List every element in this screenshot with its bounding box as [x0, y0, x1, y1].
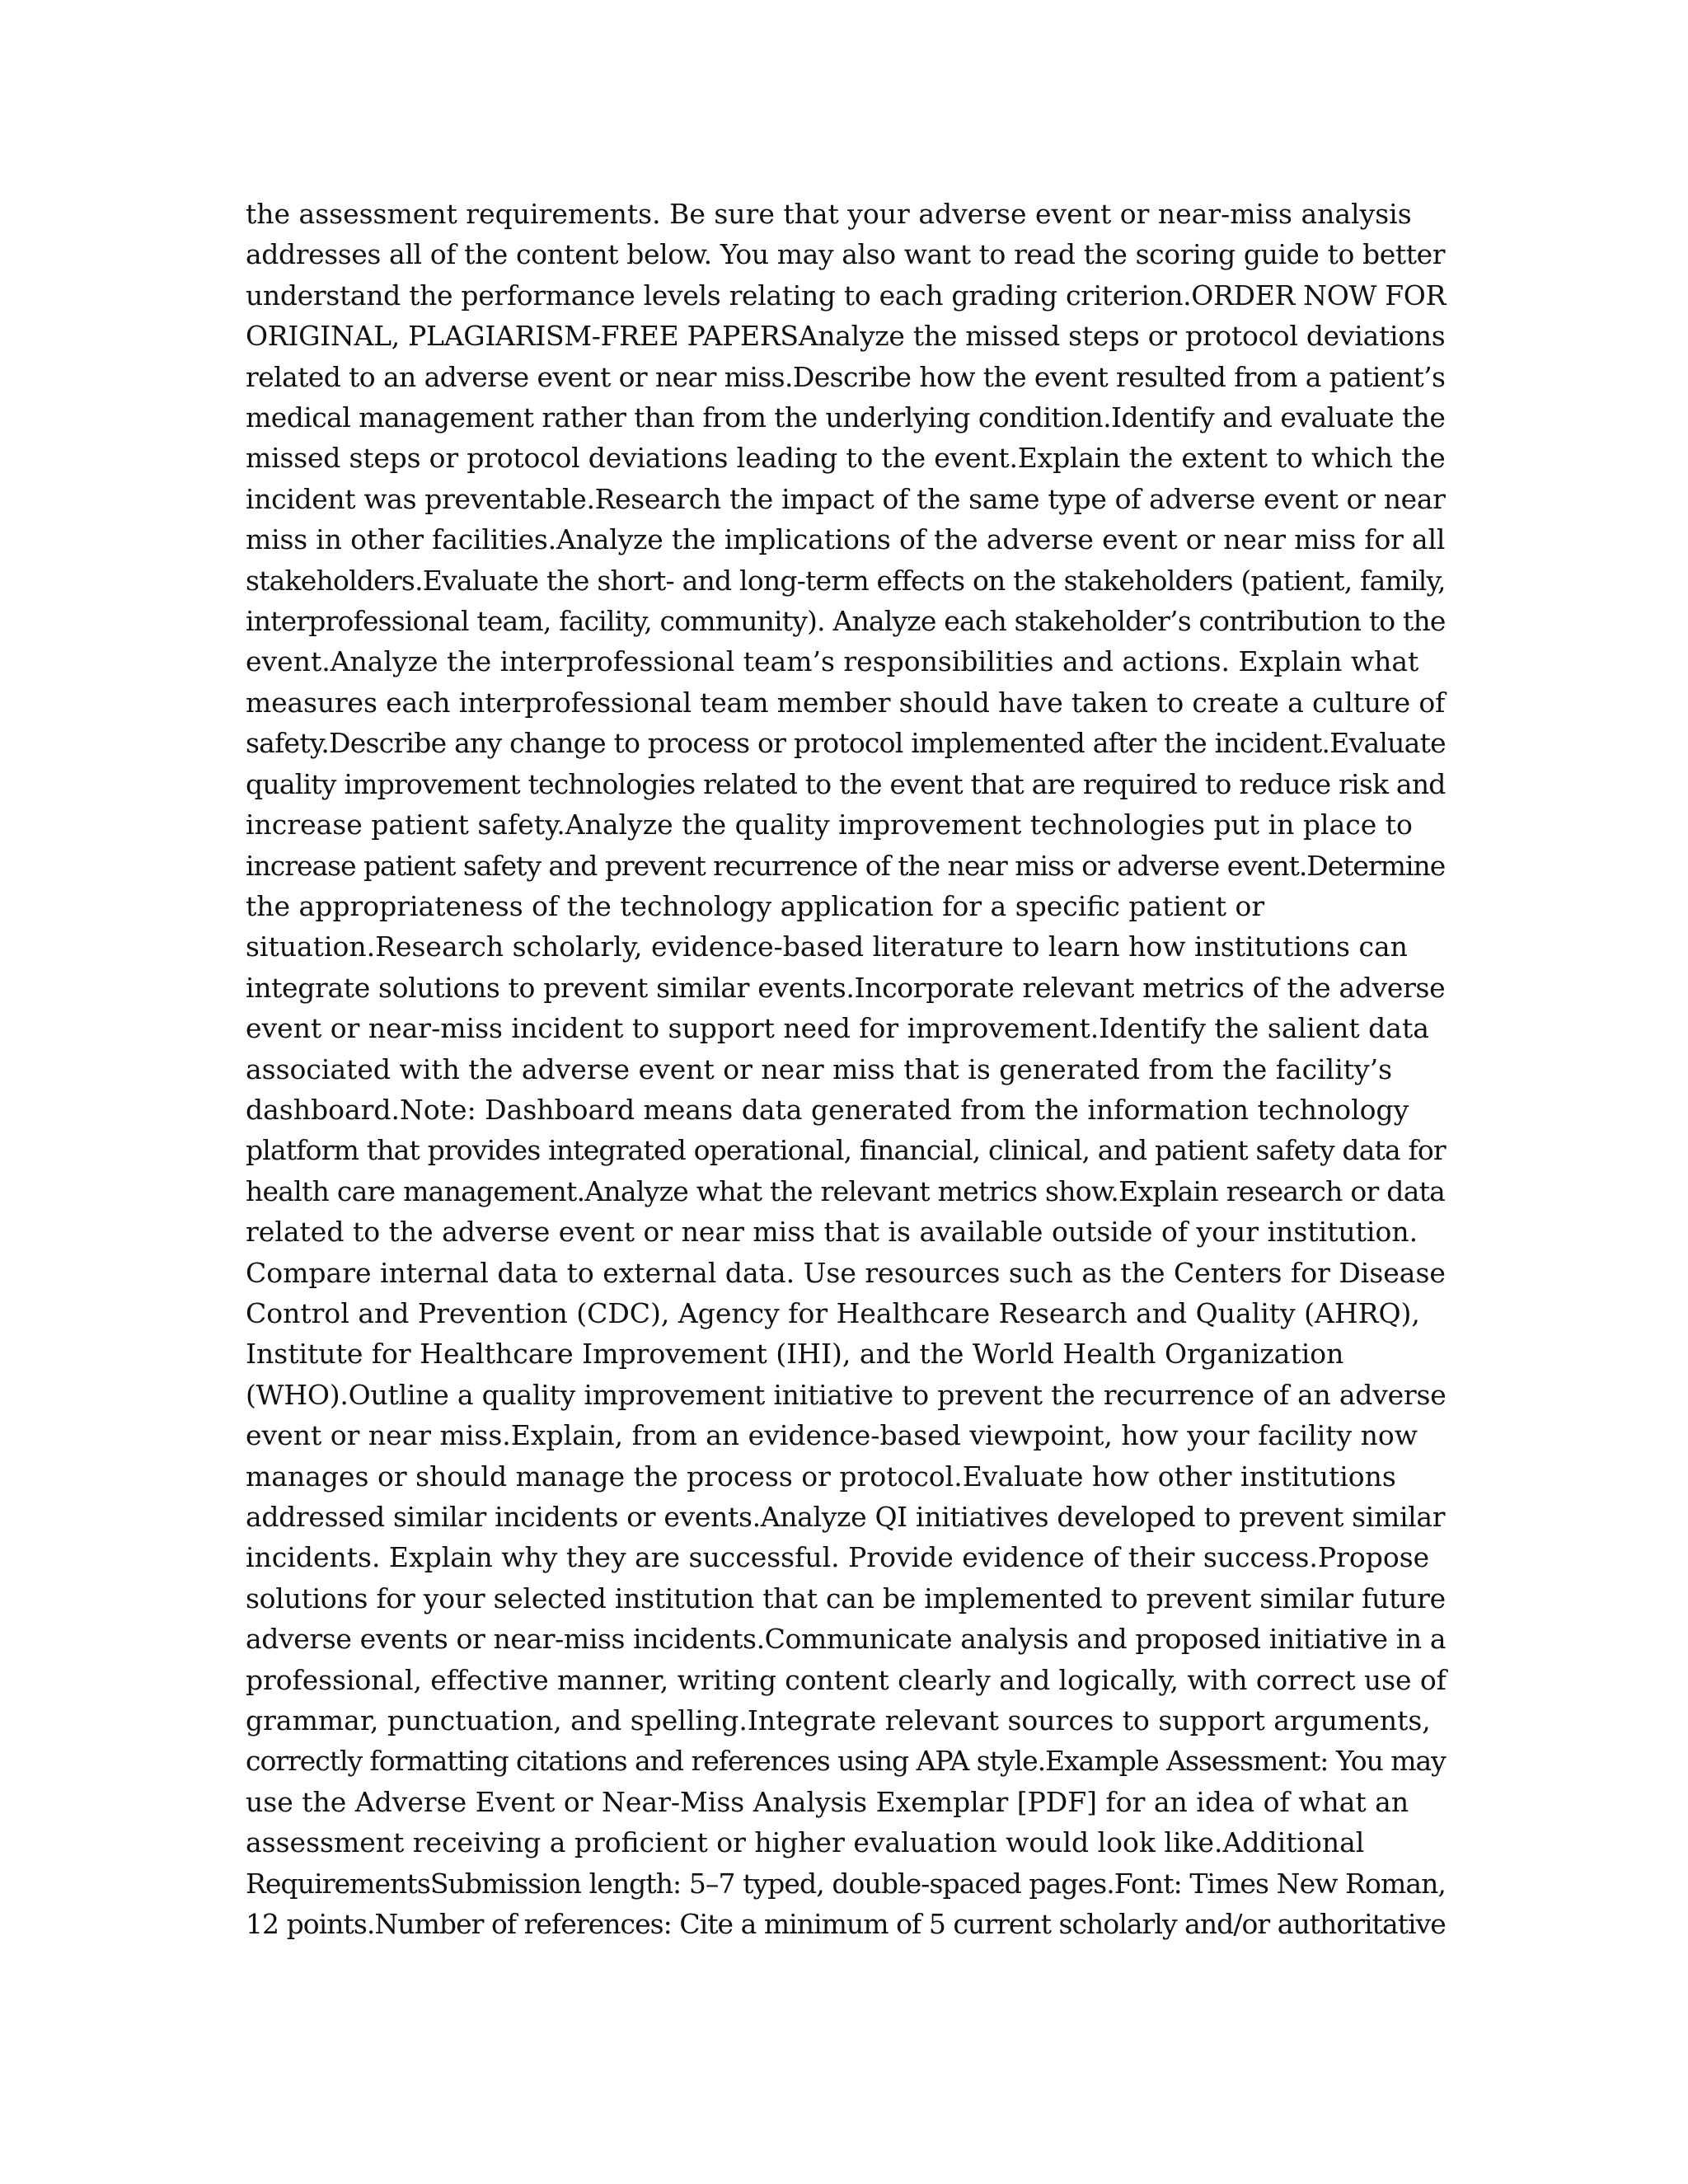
- text-line: Institute for Healthcare Improvement (IHI), and the World Health Organization: [246, 1338, 1344, 1371]
- text-line: increase patient safety.Analyze the quality improvement technologies put in place to: [246, 808, 1413, 841]
- text-line: professional, effective manner, writing content clearly and logically, with correct use of: [246, 1663, 1447, 1696]
- text-line: miss in other facilities.Analyze the implications of the adverse event or near miss for all: [246, 523, 1446, 556]
- text-line: (WHO).Outline a quality improvement initiative to prevent the recurrence of an adverse: [246, 1378, 1447, 1411]
- text-line: solutions for your selected institution that can be implemented to prevent similar future: [246, 1582, 1446, 1615]
- text-line: manages or should manage the process or protocol.Evaluate how other institutions: [246, 1460, 1396, 1493]
- text-line: RequirementsSubmission length: 5–7 typed, double-spaced pages.Font: Times New Roman,: [246, 1867, 1446, 1900]
- text-line: stakeholders.Evaluate the short- and long-term effects on the stakeholders (patient, family,: [246, 564, 1446, 597]
- text-line: addressed similar incidents or events.Analyze QI initiatives developed to prevent similar: [246, 1501, 1446, 1533]
- text-line: incidents. Explain why they are successful. Provide evidence of their success.Propose: [246, 1541, 1430, 1574]
- text-line: event.Analyze the interprofessional team’s responsibilities and actions. Explain what: [246, 645, 1419, 678]
- text-line: platform that provides integrated operational, financial, clinical, and patient safety data for: [246, 1134, 1446, 1167]
- body-paragraph: [246, 194, 1449, 1944]
- text-line: Control and Prevention (CDC), Agency for Healthcare Research and Quality (AHRQ),: [246, 1296, 1420, 1329]
- text-line: quality improvement technologies related to the event that are required to reduce risk and: [246, 767, 1446, 800]
- text-line: medical management rather than from the underlying condition.Identify and evaluate the: [246, 401, 1446, 434]
- text-line: understand the performance levels relating to each grading criterion.ORDER NOW FOR: [246, 279, 1447, 312]
- text-line: health care management.Analyze what the relevant metrics show.Explain research or data: [246, 1174, 1446, 1207]
- text-line: 12 points.Number of references: Cite a minimum of 5 current scholarly and/or authoritative: [246, 1908, 1446, 1941]
- text-line: event or near miss.Explain, from an evidence-based viewpoint, how your facility now: [246, 1419, 1418, 1452]
- text-line: situation.Research scholarly, evidence-based literature to learn how institutions can: [246, 930, 1408, 963]
- text-line: adverse events or near-miss incidents.Communicate analysis and proposed initiative in a: [246, 1623, 1447, 1656]
- text-line: addresses all of the content below. You may also want to read the scoring guide to better: [246, 238, 1446, 271]
- text-line: use the Adverse Event or Near-Miss Analysis Exemplar [PDF] for an idea of what an: [246, 1785, 1409, 1818]
- text-line: increase patient safety and prevent recurrence of the near miss or adverse event.Determine: [246, 849, 1446, 882]
- text-line: correctly formatting citations and references using APA style.Example Assessment: You may: [246, 1745, 1446, 1778]
- text-line: measures each interprofessional team member should have taken to create a culture of: [246, 686, 1446, 719]
- text-line: safety.Describe any change to process or protocol implemented after the incident.Evaluate: [246, 727, 1446, 760]
- text-line: associated with the adverse event or near miss that is generated from the facility’s: [246, 1052, 1393, 1085]
- text-line: related to the adverse event or near miss that is available outside of your institution.: [246, 1216, 1418, 1249]
- text-line: event or near-miss incident to support need for improvement.Identify the salient data: [246, 1012, 1429, 1045]
- text-line: incident was preventable.Research the impact of the same type of adverse event or near: [246, 482, 1446, 515]
- text-line: grammar, punctuation, and spelling.Integrate relevant sources to support arguments,: [246, 1704, 1431, 1737]
- text-line: assessment receiving a proficient or higher evaluation would look like.Additional: [246, 1826, 1365, 1859]
- text-line: Compare internal data to external data. Use resources such as the Centers for Disease: [246, 1256, 1446, 1289]
- text-line: missed steps or protocol deviations leading to the event.Explain the extent to which the: [246, 442, 1446, 475]
- text-line: related to an adverse event or near miss.Describe how the event resulted from a patient’s: [246, 360, 1446, 393]
- text-line: the appropriateness of the technology application for a specific patient or: [246, 889, 1265, 922]
- text-line: interprofessional team, facility, community). Analyze each stakeholder’s contribution to the: [246, 605, 1446, 638]
- text-line: dashboard.Note: Dashboard means data generated from the information technology: [246, 1093, 1409, 1126]
- text-line: ORIGINAL, PLAGIARISM-FREE PAPERSAnalyze the missed steps or protocol deviations: [246, 320, 1446, 353]
- text-line: integrate solutions to prevent similar events.Incorporate relevant metrics of the adverse: [246, 971, 1446, 1004]
- text-line: the assessment requirements. Be sure that your adverse event or near-miss analysis: [246, 198, 1412, 230]
